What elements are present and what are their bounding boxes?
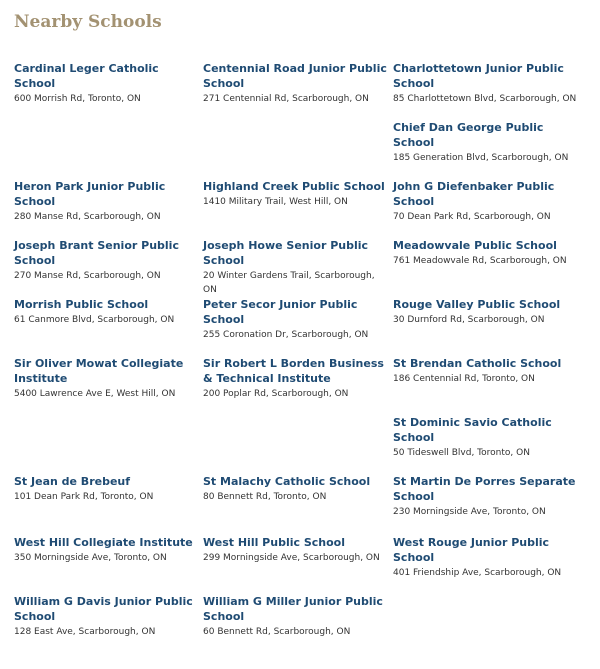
school-entry: [393, 415, 577, 460]
school-entry: [14, 535, 198, 565]
school-name-link[interactable]: St Martin De Porres Separate School: [393, 475, 576, 503]
school-name-link[interactable]: St Dominic Savio Catholic School: [393, 416, 552, 444]
school-name-link[interactable]: Morrish Public School: [14, 298, 149, 311]
school-address: 401 Friendship Ave, Scarborough, ON: [393, 568, 562, 578]
school-address: 270 Manse Rd, Scarborough, ON: [14, 271, 161, 281]
school-address: 101 Dean Park Rd, Toronto, ON: [14, 492, 154, 502]
school-name-link[interactable]: Joseph Howe Senior Public School: [203, 239, 369, 267]
school-entry: [203, 535, 387, 565]
school-entry: [393, 474, 577, 519]
school-entry: [393, 61, 577, 106]
school-entry: [14, 356, 198, 401]
school-address: 600 Morrish Rd, Toronto, ON: [14, 94, 141, 104]
school-name-link[interactable]: Sir Robert L Borden Business & Technical Institute: [203, 357, 384, 385]
school-name-link[interactable]: Cardinal Leger Catholic School: [14, 62, 159, 90]
school-address: 280 Manse Rd, Scarborough, ON: [14, 212, 161, 222]
school-name-link[interactable]: Chief Dan George Public School: [393, 121, 544, 149]
school-entry: [393, 238, 577, 268]
school-name-link[interactable]: Rouge Valley Public School: [393, 298, 561, 311]
school-name-link[interactable]: Heron Park Junior Public School: [14, 180, 166, 208]
page-title: Nearby Schools: [14, 12, 162, 32]
school-entry: [203, 594, 387, 639]
school-address: 128 East Ave, Scarborough, ON: [14, 627, 156, 637]
school-address: 70 Dean Park Rd, Scarborough, ON: [393, 212, 551, 222]
school-entry: [203, 474, 387, 504]
school-address: 20 Winter Gardens Trail, Scarborough, ON: [203, 271, 375, 295]
school-name-link[interactable]: West Hill Public School: [203, 536, 346, 549]
school-entry: [14, 238, 198, 283]
school-entry: [203, 179, 387, 209]
school-address: 30 Durnford Rd, Scarborough, ON: [393, 315, 545, 325]
school-entry: [14, 474, 198, 504]
school-name-link[interactable]: William G Miller Junior Public School: [203, 595, 383, 623]
school-entry: [203, 297, 387, 342]
school-entry: [14, 179, 198, 224]
school-entry: [203, 61, 387, 106]
school-entry: [393, 535, 577, 580]
school-entry: [14, 297, 198, 327]
school-name-link[interactable]: Highland Creek Public School: [203, 180, 385, 193]
school-name-link[interactable]: Peter Secor Junior Public School: [203, 298, 358, 326]
school-address: 200 Poplar Rd, Scarborough, ON: [203, 389, 349, 399]
school-entry: [393, 179, 577, 224]
school-name-link[interactable]: West Rouge Junior Public School: [393, 536, 550, 564]
school-address: 60 Bennett Rd, Scarborough, ON: [203, 627, 351, 637]
school-name-link[interactable]: Sir Oliver Mowat Collegiate Institute: [14, 357, 184, 385]
school-entry: [393, 297, 577, 327]
school-address: 85 Charlottetown Blvd, Scarborough, ON: [393, 94, 577, 104]
school-address: 230 Morningside Ave, Toronto, ON: [393, 507, 546, 517]
school-address: 80 Bennett Rd, Toronto, ON: [203, 492, 327, 502]
school-address: 5400 Lawrence Ave E, West Hill, ON: [14, 389, 176, 399]
school-name-link[interactable]: Meadowvale Public School: [393, 239, 557, 252]
school-address: 186 Centennial Rd, Toronto, ON: [393, 374, 535, 384]
school-address: 61 Canmore Blvd, Scarborough, ON: [14, 315, 175, 325]
school-address: 350 Morningside Ave, Toronto, ON: [14, 553, 167, 563]
school-name-link[interactable]: St Jean de Brebeuf: [14, 475, 131, 488]
school-address: 50 Tideswell Blvd, Toronto, ON: [393, 448, 530, 458]
school-entry: [203, 356, 387, 401]
school-address: 299 Morningside Ave, Scarborough, ON: [203, 553, 380, 563]
school-address: 185 Generation Blvd, Scarborough, ON: [393, 153, 569, 163]
school-entry: [14, 594, 198, 639]
school-entry: [14, 61, 198, 106]
school-address: 255 Coronation Dr, Scarborough, ON: [203, 330, 369, 340]
school-address: 1410 Military Trail, West Hill, ON: [203, 197, 348, 207]
school-name-link[interactable]: St Malachy Catholic School: [203, 475, 371, 488]
school-name-link[interactable]: St Brendan Catholic School: [393, 357, 562, 370]
school-name-link[interactable]: West Hill Collegiate Institute: [14, 536, 193, 549]
school-entry: [393, 120, 577, 165]
school-entry: [203, 238, 387, 297]
school-name-link[interactable]: Charlottetown Junior Public School: [393, 62, 564, 90]
school-name-link[interactable]: Centennial Road Junior Public School: [203, 62, 387, 90]
school-name-link[interactable]: Joseph Brant Senior Public School: [14, 239, 179, 267]
school-name-link[interactable]: John G Diefenbaker Public School: [393, 180, 555, 208]
school-entry: [393, 356, 577, 386]
school-address: 271 Centennial Rd, Scarborough, ON: [203, 94, 369, 104]
school-name-link[interactable]: William G Davis Junior Public School: [14, 595, 193, 623]
school-address: 761 Meadowvale Rd, Scarborough, ON: [393, 256, 567, 266]
